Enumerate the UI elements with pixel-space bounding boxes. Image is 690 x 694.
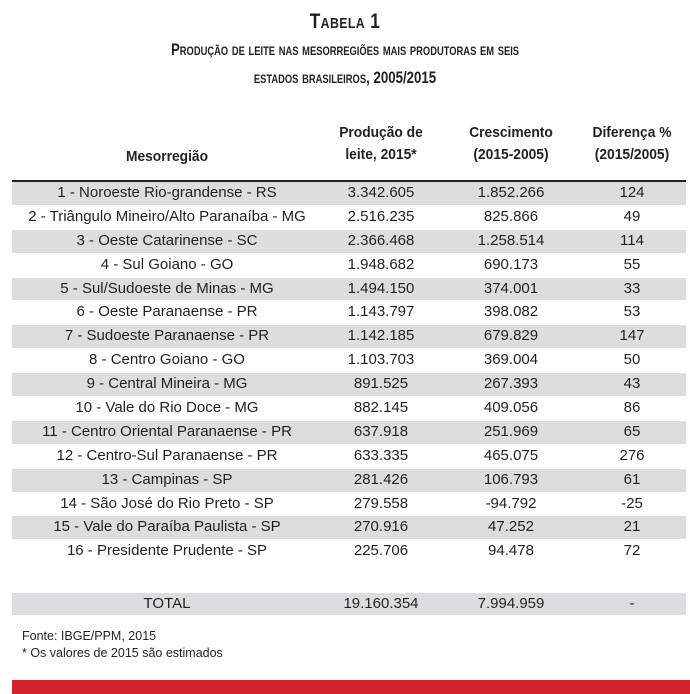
table-row [12,421,686,445]
cell-producao: 2.516.235 [347,207,415,225]
cell-crescimento: -94.792 [485,494,537,512]
cell-diferenca: 86 [623,399,641,417]
cell-crescimento: 465.075 [483,446,539,464]
cell-producao: 1.948.682 [347,255,415,273]
cell-mesorregiao: 13 - Campinas - SP [101,470,233,488]
table-header [0,122,690,172]
cell-producao: 1.494.150 [347,279,415,297]
cell-diferenca: 43 [623,375,641,393]
table-row [12,206,686,230]
cell-crescimento: 369.004 [483,351,539,369]
table-row [12,445,686,469]
cell-diferenca: 49 [623,207,641,225]
header-producao-line2: leite, 2015* [345,146,417,163]
cell-producao: 281.426 [353,470,409,488]
cell-crescimento: 267.393 [483,375,539,393]
header-diferenca-line1: Diferença % [592,124,672,141]
cell-producao: 637.918 [353,422,409,440]
cell-diferenca: 124 [619,184,645,201]
cell-mesorregiao: 15 - Vale do Paraíba Paulista - SP [53,518,281,536]
table-row [12,182,686,206]
accent-bar [12,680,690,694]
cell-mesorregiao: 2 - Triângulo Mineiro/Alto Paranaíba - MG [28,207,306,225]
total-row [12,593,686,615]
table-row [12,325,686,349]
subtitle-years: 2005/2015 [373,68,437,87]
cell-diferenca: 21 [623,518,641,536]
table-row [12,373,686,397]
cell-producao: 891.525 [353,375,409,393]
cell-diferenca: 50 [623,351,641,369]
table-row [12,540,686,564]
cell-crescimento: 1.258.514 [477,231,545,249]
cell-crescimento: 106.793 [483,470,539,488]
source-note: Fonte: IBGE/PPM, 2015 [22,629,157,643]
cell-crescimento: 825.866 [483,207,539,225]
cell-crescimento: 47.252 [488,518,534,536]
cell-producao: 225.706 [353,542,409,560]
header-crescimento [457,122,566,166]
cell-producao: 882.145 [353,399,409,417]
cell-diferenca: 147 [619,327,645,345]
cell-mesorregiao: 7 - Sudoeste Paranaense - PR [64,327,270,345]
cell-mesorregiao: 9 - Central Mineira - MG [86,375,248,393]
table-row [12,397,686,421]
cell-mesorregiao: 16 - Presidente Prudente - SP [66,542,268,560]
table-body [12,182,686,564]
table-row [12,230,686,254]
table-row [12,301,686,325]
cell-mesorregiao: 10 - Vale do Rio Doce - MG [75,399,259,417]
table-row [12,469,686,493]
cell-diferenca: 65 [623,422,641,440]
cell-producao: 270.916 [353,518,409,536]
cell-producao: 1.103.703 [347,351,415,369]
cell-diferenca: 114 [620,231,644,249]
cell-mesorregiao: 1 - Noroeste Rio-grandense - RS [57,184,277,201]
footnote: * Os valores de 2015 são estimados [22,646,223,660]
header-mesorregiao: Mesorregião [125,148,209,165]
cell-diferenca: 61 [623,470,641,488]
cell-diferenca: 53 [623,303,641,321]
table-row [12,349,686,373]
cell-crescimento: 94.478 [488,542,534,560]
cell-crescimento: 679.829 [483,327,539,345]
cell-crescimento: 251.969 [483,422,539,440]
header-producao-line1: Produção de [339,124,423,141]
cell-mesorregiao: 6 - Oeste Paranaense - PR [76,303,258,321]
total-diferenca: - [629,595,635,612]
header-crescimento-line1: Crescimento [469,124,553,141]
cell-mesorregiao: 14 - São José do Rio Preto - SP [60,494,274,512]
cell-producao: 279.558 [353,494,409,512]
table-row [12,516,686,540]
cell-crescimento: 1.852.266 [477,184,545,201]
cell-mesorregiao: 8 - Centro Goiano - GO [89,351,245,369]
cell-crescimento: 409.056 [483,399,539,417]
cell-crescimento: 690.173 [483,255,539,273]
table-title [0,8,690,92]
cell-mesorregiao: 11 - Centro Oriental Paranaense - PR [42,422,292,440]
total-producao: 19.160.354 [343,595,419,612]
cell-mesorregiao: 3 - Oeste Catarinense - SC [76,231,258,249]
cell-mesorregiao: 12 - Centro-Sul Paranaense - PR [56,446,278,464]
cell-diferenca: 72 [623,542,641,560]
header-producao [323,122,439,166]
header-crescimento-line2: (2015-2005) [473,146,549,163]
cell-crescimento: 398.082 [483,303,539,321]
table-number: Tabela 1 [309,10,381,33]
cell-producao: 3.342.605 [347,184,415,201]
subtitle-text: estados brasileiros, [253,68,370,87]
table-subtitle-line2 [76,64,614,92]
cell-producao: 2.366.468 [347,231,415,249]
table-notes [22,628,223,662]
cell-diferenca: -25 [621,494,643,512]
cell-diferenca: 276 [619,446,645,464]
cell-diferenca: 33 [623,279,641,297]
cell-crescimento: 374.001 [483,279,539,297]
table-row [12,254,686,278]
cell-mesorregiao: 5 - Sul/Sudoeste de Minas - MG [60,279,274,297]
table-subtitle-line1: Produção de leite nas mesorregiões mais produtoras em seis [170,40,520,59]
cell-producao: 633.335 [353,446,409,464]
cell-mesorregiao: 4 - Sul Goiano - GO [100,255,234,273]
table-row [12,278,686,302]
header-diferenca-line2: (2015/2005) [594,146,670,163]
cell-diferenca: 55 [623,255,641,273]
total-crescimento: 7.994.959 [477,595,545,612]
total-label: TOTAL [143,595,191,612]
header-diferenca [582,122,681,166]
table-row [12,493,686,517]
cell-producao: 1.143.797 [347,303,415,321]
cell-producao: 1.142.185 [347,327,415,345]
